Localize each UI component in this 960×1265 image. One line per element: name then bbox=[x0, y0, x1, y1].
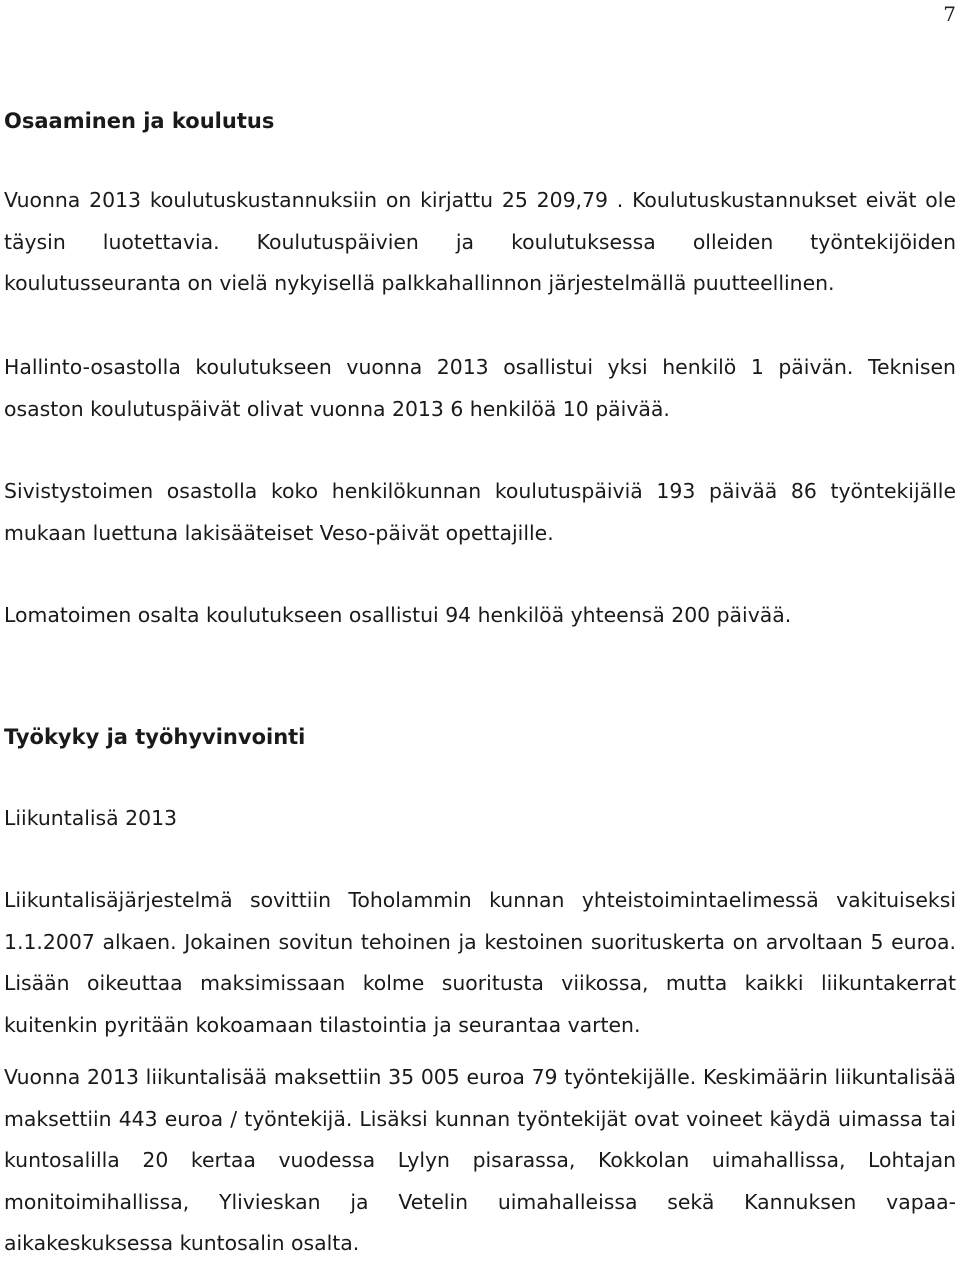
page-number: 7 bbox=[943, 2, 956, 26]
paragraph-admin-technical: Hallinto-osastolla koulutukseen vuonna 2013 osallistui yksi henkilö 1 päivän. Teknisen osaston koulutuspäivät olivat vuonna 2013 6 henkilöä 10 päivää. bbox=[4, 355, 956, 421]
paragraph-exercise-system: Liikuntalisäjärjestelmä sovittiin Toholammin kunnan yhteistoimintaelimessä vakituiseksi 1.1.2007 alkaen. Jokainen sovitun tehoinen ja kestoinen suorituskerta on arvoltaan 5 euroa. Lisään oikeuttaa maksimissaan kolme suoritusta viikossa, mutta kaikki liikuntakerrat kuitenkin pyritään kokoamaan tilastointia ja seurantaa varten. bbox=[4, 888, 956, 1037]
paragraph-training-costs: Vuonna 2013 koulutuskustannuksiin on kirjattu 25 209,79 . Koulutuskustannukset eivät ole täysin luotettavia. Koulutuspäivien ja koulutuksessa olleiden työntekijöiden koulutusseuranta on vielä nykyisellä palkkahallinnon järjestelmällä puutteellinen. bbox=[4, 188, 956, 295]
subheading-exercise-allowance: Liikuntalisä 2013 bbox=[4, 806, 178, 830]
paragraph-exercise-payments: Vuonna 2013 liikuntalisää maksettiin 35 005 euroa 79 työntekijälle. Keskimäärin liikuntalisää maksettiin 443 euroa / työntekijä. Lisäksi kunnan työntekijät ovat voineet käydä uimassa tai kuntosalilla 20 kertaa vuodessa Lylyn pisarassa, Kokkolan uimahallissa, Lohtajan monitoimihallissa, Ylivieskan ja Vetelin uimahalleissa sekä Kannuksen vapaa-aikakeskuksessa kuntosalin osalta. bbox=[4, 1065, 956, 1255]
paragraph-holiday-department: Lomatoimen osalta koulutukseen osallistui 94 henkilöä yhteensä 200 päivää. bbox=[4, 603, 792, 627]
section-heading-wellbeing: Työkyky ja työhyvinvointi bbox=[4, 725, 306, 749]
paragraph-education-department: Sivistystoimen osastolla koko henkilökunnan koulutuspäiviä 193 päivää 86 työntekijälle mukaan luettuna lakisääteiset Veso-päivät opettajille. bbox=[4, 479, 956, 545]
section-heading-training: Osaaminen ja koulutus bbox=[4, 109, 275, 133]
